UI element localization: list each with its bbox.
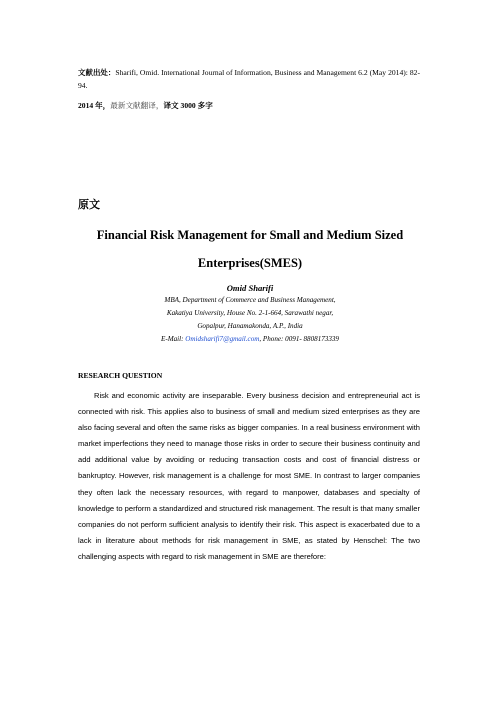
research-question-heading: RESEARCH QUESTION bbox=[78, 371, 163, 380]
phone-text: , Phone: 0091- 8808173339 bbox=[259, 335, 339, 343]
source-reference-text: Sharifi, Omid. International Journal of Information, Business and Management 6.2 (May 2014): 82-94. bbox=[78, 68, 420, 90]
paper-author: Omid Sharifi bbox=[226, 283, 274, 293]
contact-line bbox=[60, 335, 440, 343]
paper-title-line-2: Enterprises(SMES) bbox=[197, 256, 303, 270]
body-paragraph: Risk and economic activity are inseparable. Every business decision and entrepreneurial act is connected with risk. This applies also to business of small and medium sized enterprises as they are also facing several and often the same risks as bigger companies. In a real business environment with market imperfections they need to manage those risks in order to secure their business continuity and add additional value by avoiding or reducing transaction costs and cost of financial distress or bankruptcy. However, risk management is a challenge for most SME. In contrast to larger companies they often lack the necessary resources, with regard to manpower, databases and specialty of knowledge to perform a standardized and structured risk management. The result is that many smaller companies do not perform sufficient analysis to identify their risk. This aspect is exacerbated due to a lack in literature about methods for risk management in SME, as stated by Henschel: The two challenging aspects with regard to risk management in SME are therefore: bbox=[78, 391, 420, 561]
email-label: E-Mail: bbox=[161, 335, 186, 343]
source-reference-label: 文献出处： bbox=[78, 68, 116, 77]
affiliation-line-2: Kakatiya University, House No. 2-1-664, Sarawathi negar, bbox=[166, 309, 334, 317]
note-word-count: 译文 3000 多字 bbox=[163, 101, 213, 110]
affiliation-line-3: Gopalpur, Hanamakonda, A.P., India bbox=[197, 322, 303, 330]
note-year: 2014 年， bbox=[78, 101, 111, 110]
note-description: 最新文献翻译， bbox=[110, 101, 164, 110]
source-reference bbox=[78, 66, 420, 92]
affiliation-line-1: MBA, Department of Commerce and Business Management, bbox=[164, 296, 336, 304]
translation-note bbox=[78, 100, 213, 111]
email-link[interactable]: Omidsharifi7@gmail.com bbox=[185, 335, 260, 343]
paper-title-line-1: Financial Risk Management for Small and Medium Sized bbox=[96, 228, 404, 242]
original-text-heading: 原文 bbox=[78, 198, 100, 211]
